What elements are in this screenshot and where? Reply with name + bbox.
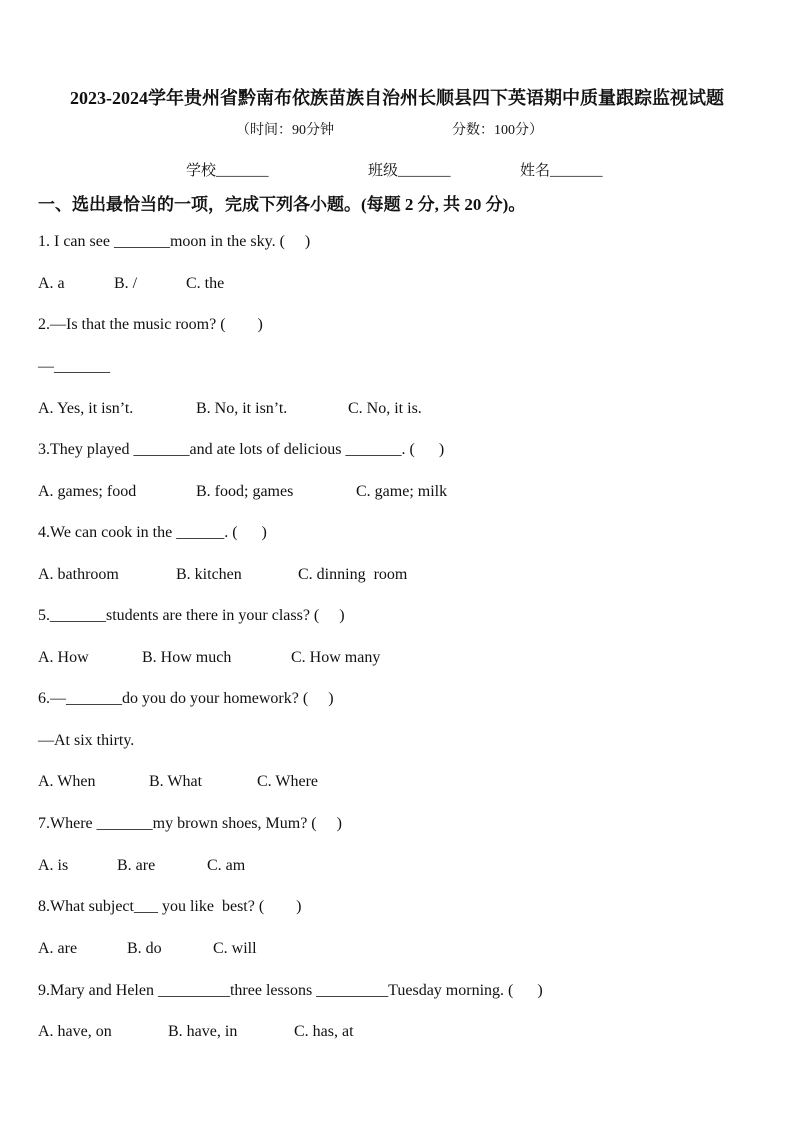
question-9: 9.Mary and Helen _________three lessons _________Tuesday morning. ( ) <box>38 982 543 999</box>
q6-option-a: A. When <box>38 773 96 790</box>
q1-option-a: A. a <box>38 275 65 292</box>
question-3: 3.They played _______and ate lots of delicious _______. ( ) <box>38 441 445 458</box>
q2-option-b: B. No, it isn’t. <box>196 400 288 417</box>
q6-option-b: B. What <box>149 773 203 790</box>
question-7: 7.Where _______my brown shoes, Mum? ( ) <box>38 815 342 832</box>
q1-option-b: B. / <box>114 275 138 292</box>
q4-option-c: C. dinning room <box>298 566 408 583</box>
exam-time: （时间：90分钟 <box>236 123 334 138</box>
q5-option-a: A. How <box>38 649 89 666</box>
q2-option-a: A. Yes, it isn’t. <box>38 400 134 417</box>
q9-option-c: C. has, at <box>294 1023 354 1040</box>
q3-option-b: B. food; games <box>196 483 294 500</box>
question-6: 6.—_______do you do your homework? ( ) <box>38 690 334 707</box>
question-5: 5._______students are there in your class? ( ) <box>38 607 345 624</box>
q7-option-b: B. are <box>117 857 156 874</box>
section-heading: 一、选出最恰当的一项，完成下列各小题。(每题 2 分, 共 20 分)。 <box>38 195 526 214</box>
question-1: 1. I can see _______moon in the sky. ( ) <box>38 233 311 250</box>
question-2: 2.—Is that the music room? ( ) <box>38 316 263 333</box>
page-title: 2023-2024学年贵州省黔南布依族苗族自治州长顺县四下英语期中质量跟踪监视试题 <box>70 88 724 108</box>
q6-option-c: C. Where <box>257 773 319 790</box>
q4-option-a: A. bathroom <box>38 566 119 583</box>
q2-option-c: C. No, it is. <box>348 400 422 417</box>
question-2-answer: —_______ <box>38 358 110 375</box>
question-8: 8.What subject___ you like best? ( ) <box>38 898 302 915</box>
q5-option-b: B. How much <box>142 649 232 666</box>
q9-option-a: A. have, on <box>38 1023 112 1040</box>
school-field: 学校_______ <box>186 163 269 179</box>
q8-option-a: A. are <box>38 940 78 957</box>
q4-option-b: B. kitchen <box>176 566 242 583</box>
q8-option-b: B. do <box>127 940 162 957</box>
question-4: 4.We can cook in the ______. ( ) <box>38 524 267 541</box>
question-6-answer: —At six thirty. <box>38 732 135 749</box>
q3-option-a: A. games; food <box>38 483 137 500</box>
q8-option-c: C. will <box>213 940 257 957</box>
name-field: 姓名_______ <box>520 163 603 179</box>
q3-option-c: C. game; milk <box>356 483 448 500</box>
class-field: 班级_______ <box>368 163 451 179</box>
q7-option-c: C. am <box>207 857 246 874</box>
q5-option-c: C. How many <box>291 649 381 666</box>
q7-option-a: A. is <box>38 857 69 874</box>
q1-option-c: C. the <box>186 275 225 292</box>
q9-option-b: B. have, in <box>168 1023 238 1040</box>
exam-score: 分数：100分） <box>452 123 543 138</box>
